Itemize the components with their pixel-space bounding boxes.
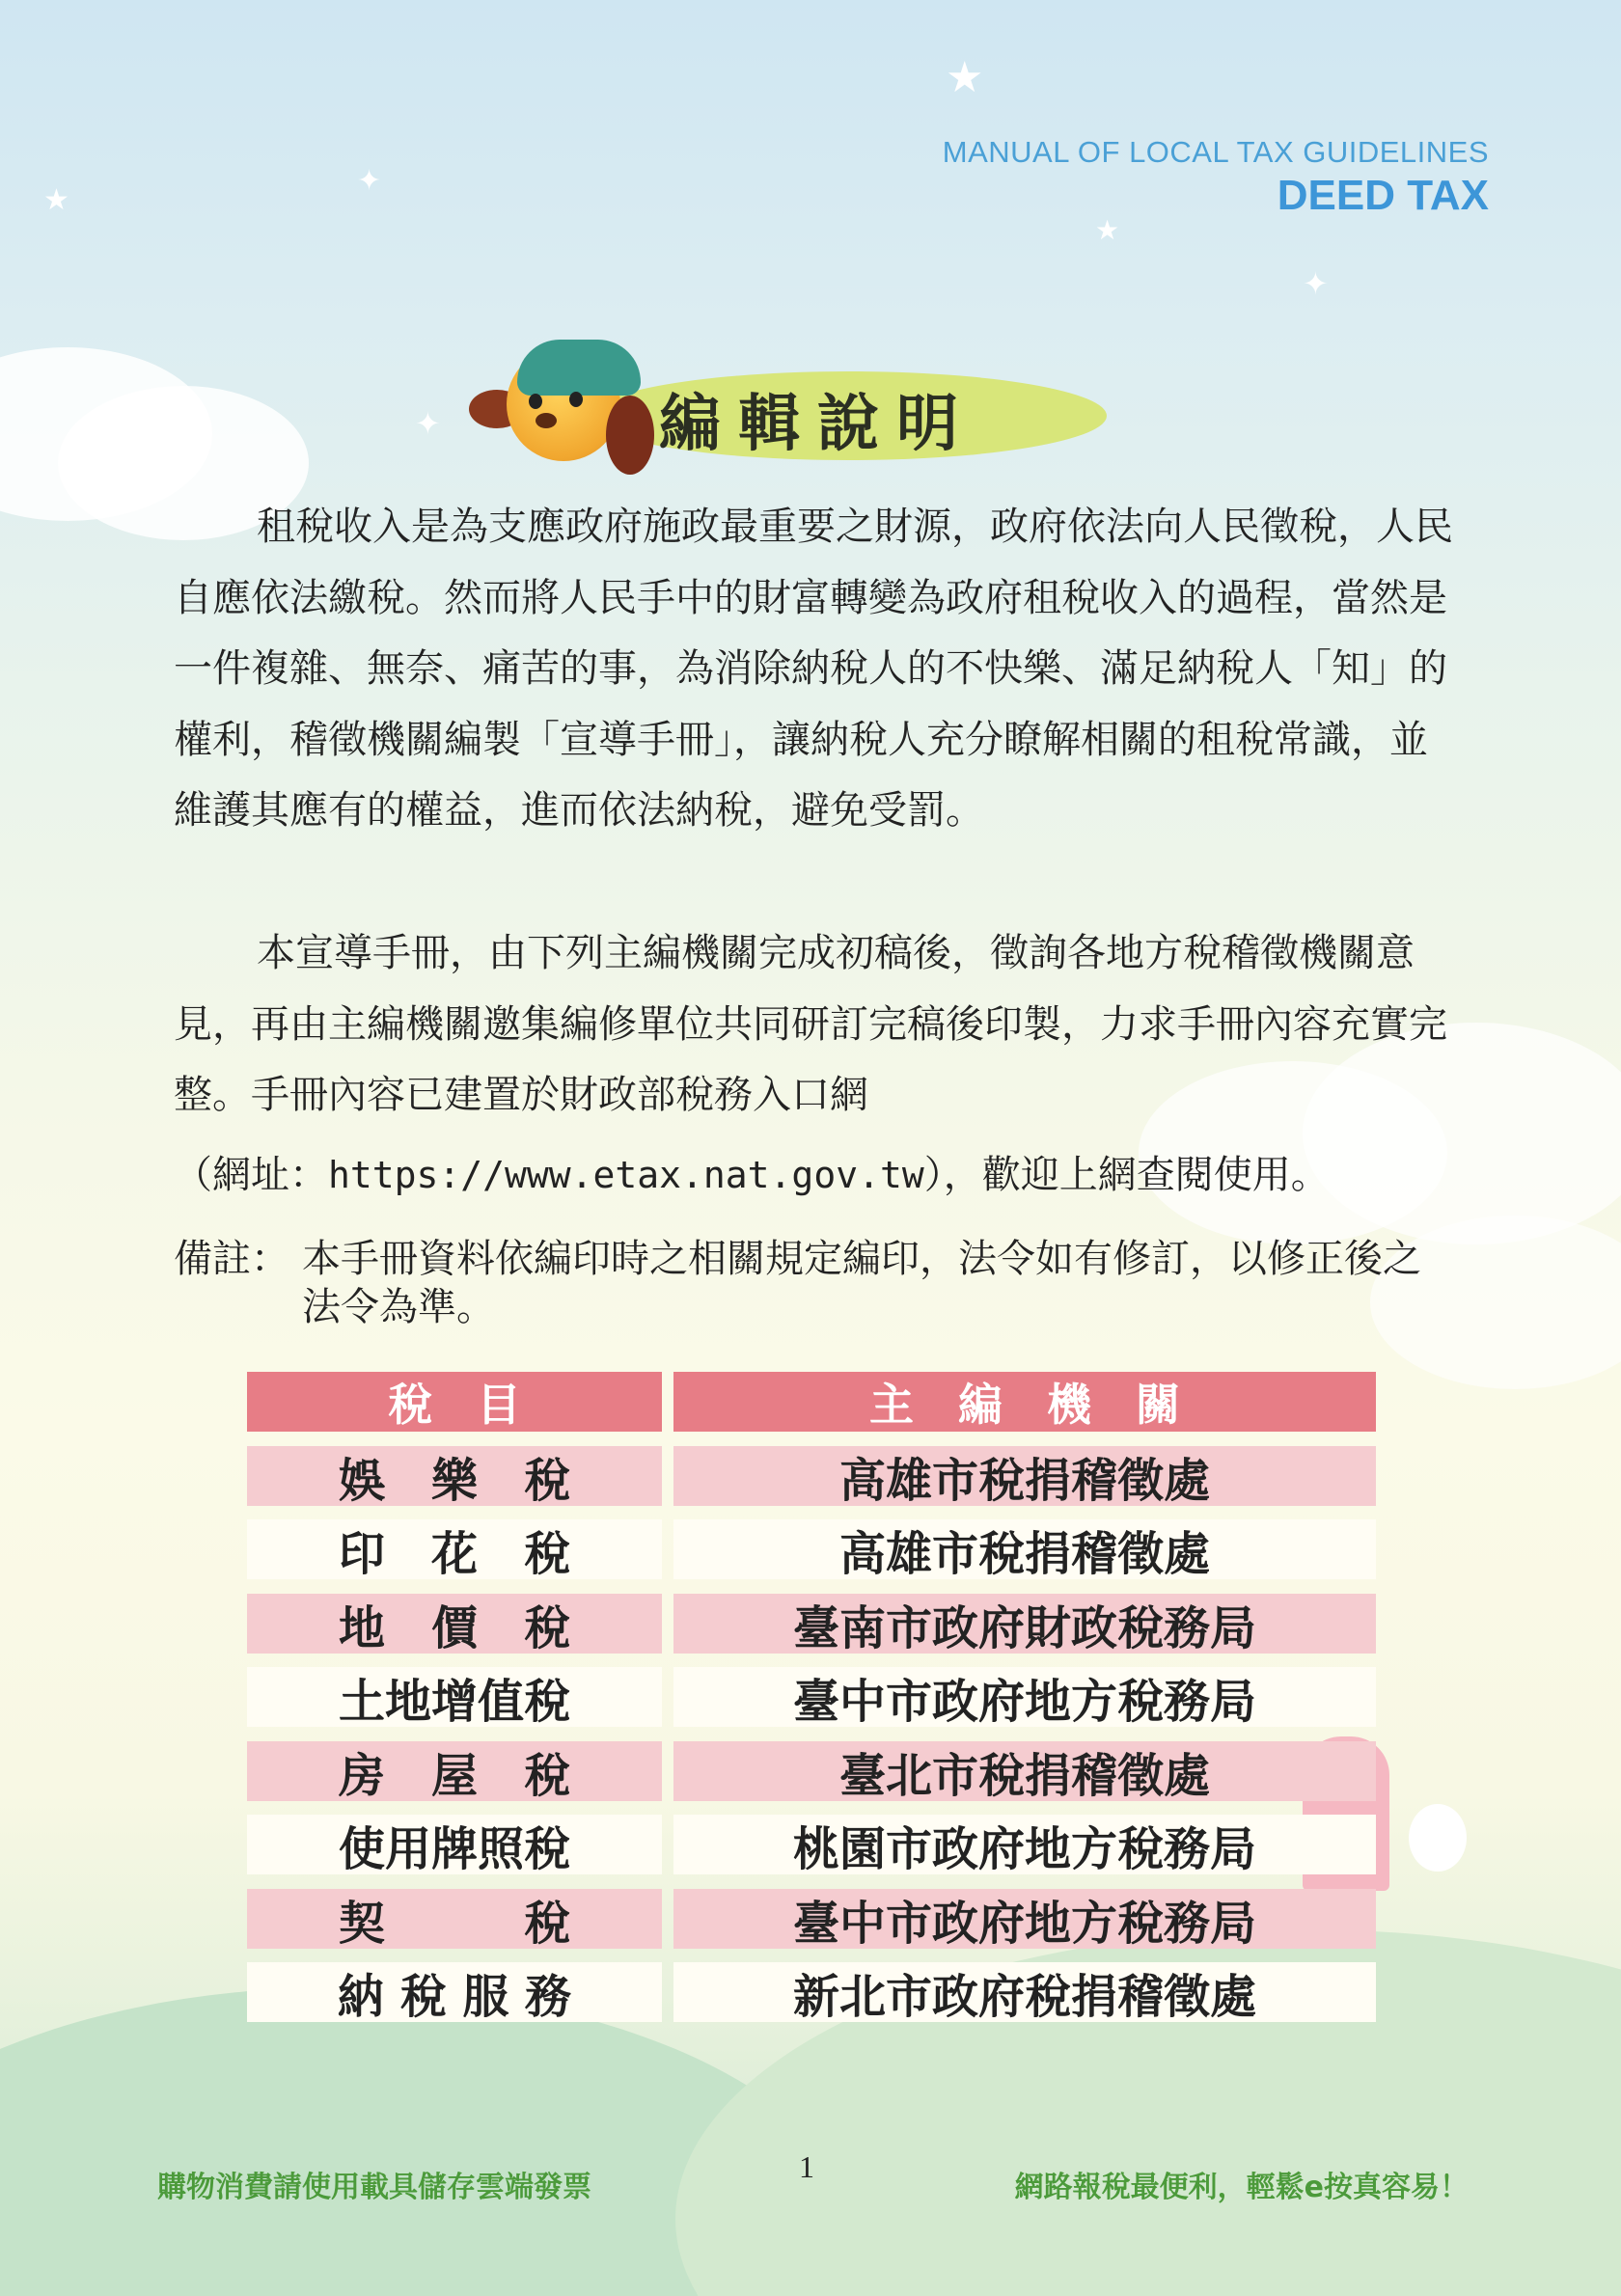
page-number: 1: [799, 2149, 814, 2184]
table-row: [247, 1815, 1376, 1874]
manual-paragraph: 本宣導手冊，由下列主編機關完成初稿後，徵詢各地方稅稽徵機關意見，再由主編機關邀集編修單位共同研訂完稿後印製，力求手冊內容充實完整。手冊內容已建置於財政部稅務入口網: [174, 931, 1447, 1117]
tax-item: 使用牌照稅: [247, 1815, 662, 1874]
star-icon: ★: [946, 53, 984, 102]
house-decoration: [1409, 1804, 1467, 1872]
editor-agency: 臺中市政府地方稅務局: [673, 1667, 1376, 1727]
editor-agency: 桃園市政府地方稅務局: [673, 1815, 1376, 1874]
footer-right-slogan: 網路報稅最便利，輕鬆e按真容易！: [1014, 2171, 1469, 2204]
editor-agency: 高雄市稅捐稽徵處: [673, 1446, 1376, 1506]
star-icon: ✦: [1303, 265, 1329, 302]
editor-agency: 高雄市稅捐稽徵處: [673, 1519, 1376, 1579]
page-title: 編輯說明: [659, 389, 975, 460]
url-prefix: （網址：: [174, 1153, 328, 1197]
url-line: [174, 1144, 1330, 1199]
table-row: [247, 1741, 1376, 1801]
editor-agency: 臺北市稅捐稽徵處: [673, 1741, 1376, 1801]
tax-item: 土地增值稅: [247, 1667, 662, 1727]
note-label: 備註：: [174, 1237, 289, 1281]
header-subtitle: MANUAL OF LOCAL TAX GUIDELINES: [942, 135, 1489, 169]
tax-item: 房 屋 稅: [247, 1741, 662, 1801]
table-row: [247, 1519, 1376, 1579]
table-header: [247, 1372, 1376, 1432]
tax-item: 契 稅: [247, 1889, 662, 1949]
tax-item: 印 花 稅: [247, 1519, 662, 1579]
footer-left-slogan: 購物消費請使用載具儲存雲端發票: [157, 2171, 591, 2204]
url-suffix: ），歡迎上網查閱使用。: [923, 1153, 1330, 1197]
editor-agency: 臺中市政府地方稅務局: [673, 1889, 1376, 1949]
tax-item: 地 價 稅: [247, 1594, 662, 1654]
table-row: [247, 1667, 1376, 1727]
star-icon: ✦: [415, 405, 441, 442]
intro-paragraph: 租稅收入是為支應政府施政最重要之財源，政府依法向人民徵稅，人民自應依法繳稅。然而將人民手中的財富轉變為政府租稅收入的過程，當然是一件複雜、無奈、痛苦的事，為消除納稅人的不快樂、滿足納稅人「知」的權利，稽徵機關編製「宣導手冊」，讓納稅人充分瞭解相關的租稅常識，並維護其應有的權益，進而依法納稅，避免受罰。: [174, 505, 1453, 833]
header-title: DEED TAX: [1277, 172, 1489, 219]
table-row: [247, 1962, 1376, 2022]
header-tax-item: 稅 目: [247, 1372, 662, 1432]
star-icon: ★: [1095, 214, 1120, 246]
etax-link[interactable]: https://www.etax.nat.gov.tw: [328, 1154, 924, 1196]
star-icon: ✦: [357, 164, 382, 198]
editor-agency: 臺南市政府財政稅務局: [673, 1594, 1376, 1654]
star-icon: ★: [43, 183, 69, 217]
table-row: [247, 1446, 1376, 1506]
tax-item: 娛 樂 稅: [247, 1446, 662, 1506]
header-editor: 主 編 機 關: [673, 1372, 1376, 1432]
note-text: 本手冊資料依編印時之相關規定編印，法令如有修訂，以修正後之法令為準。: [302, 1237, 1421, 1329]
table-row: [247, 1889, 1376, 1949]
table-row: [247, 1594, 1376, 1654]
editor-agency: 新北市政府稅捐稽徵處: [673, 1962, 1376, 2022]
tax-item: 納 稅 服 務: [247, 1962, 662, 2022]
